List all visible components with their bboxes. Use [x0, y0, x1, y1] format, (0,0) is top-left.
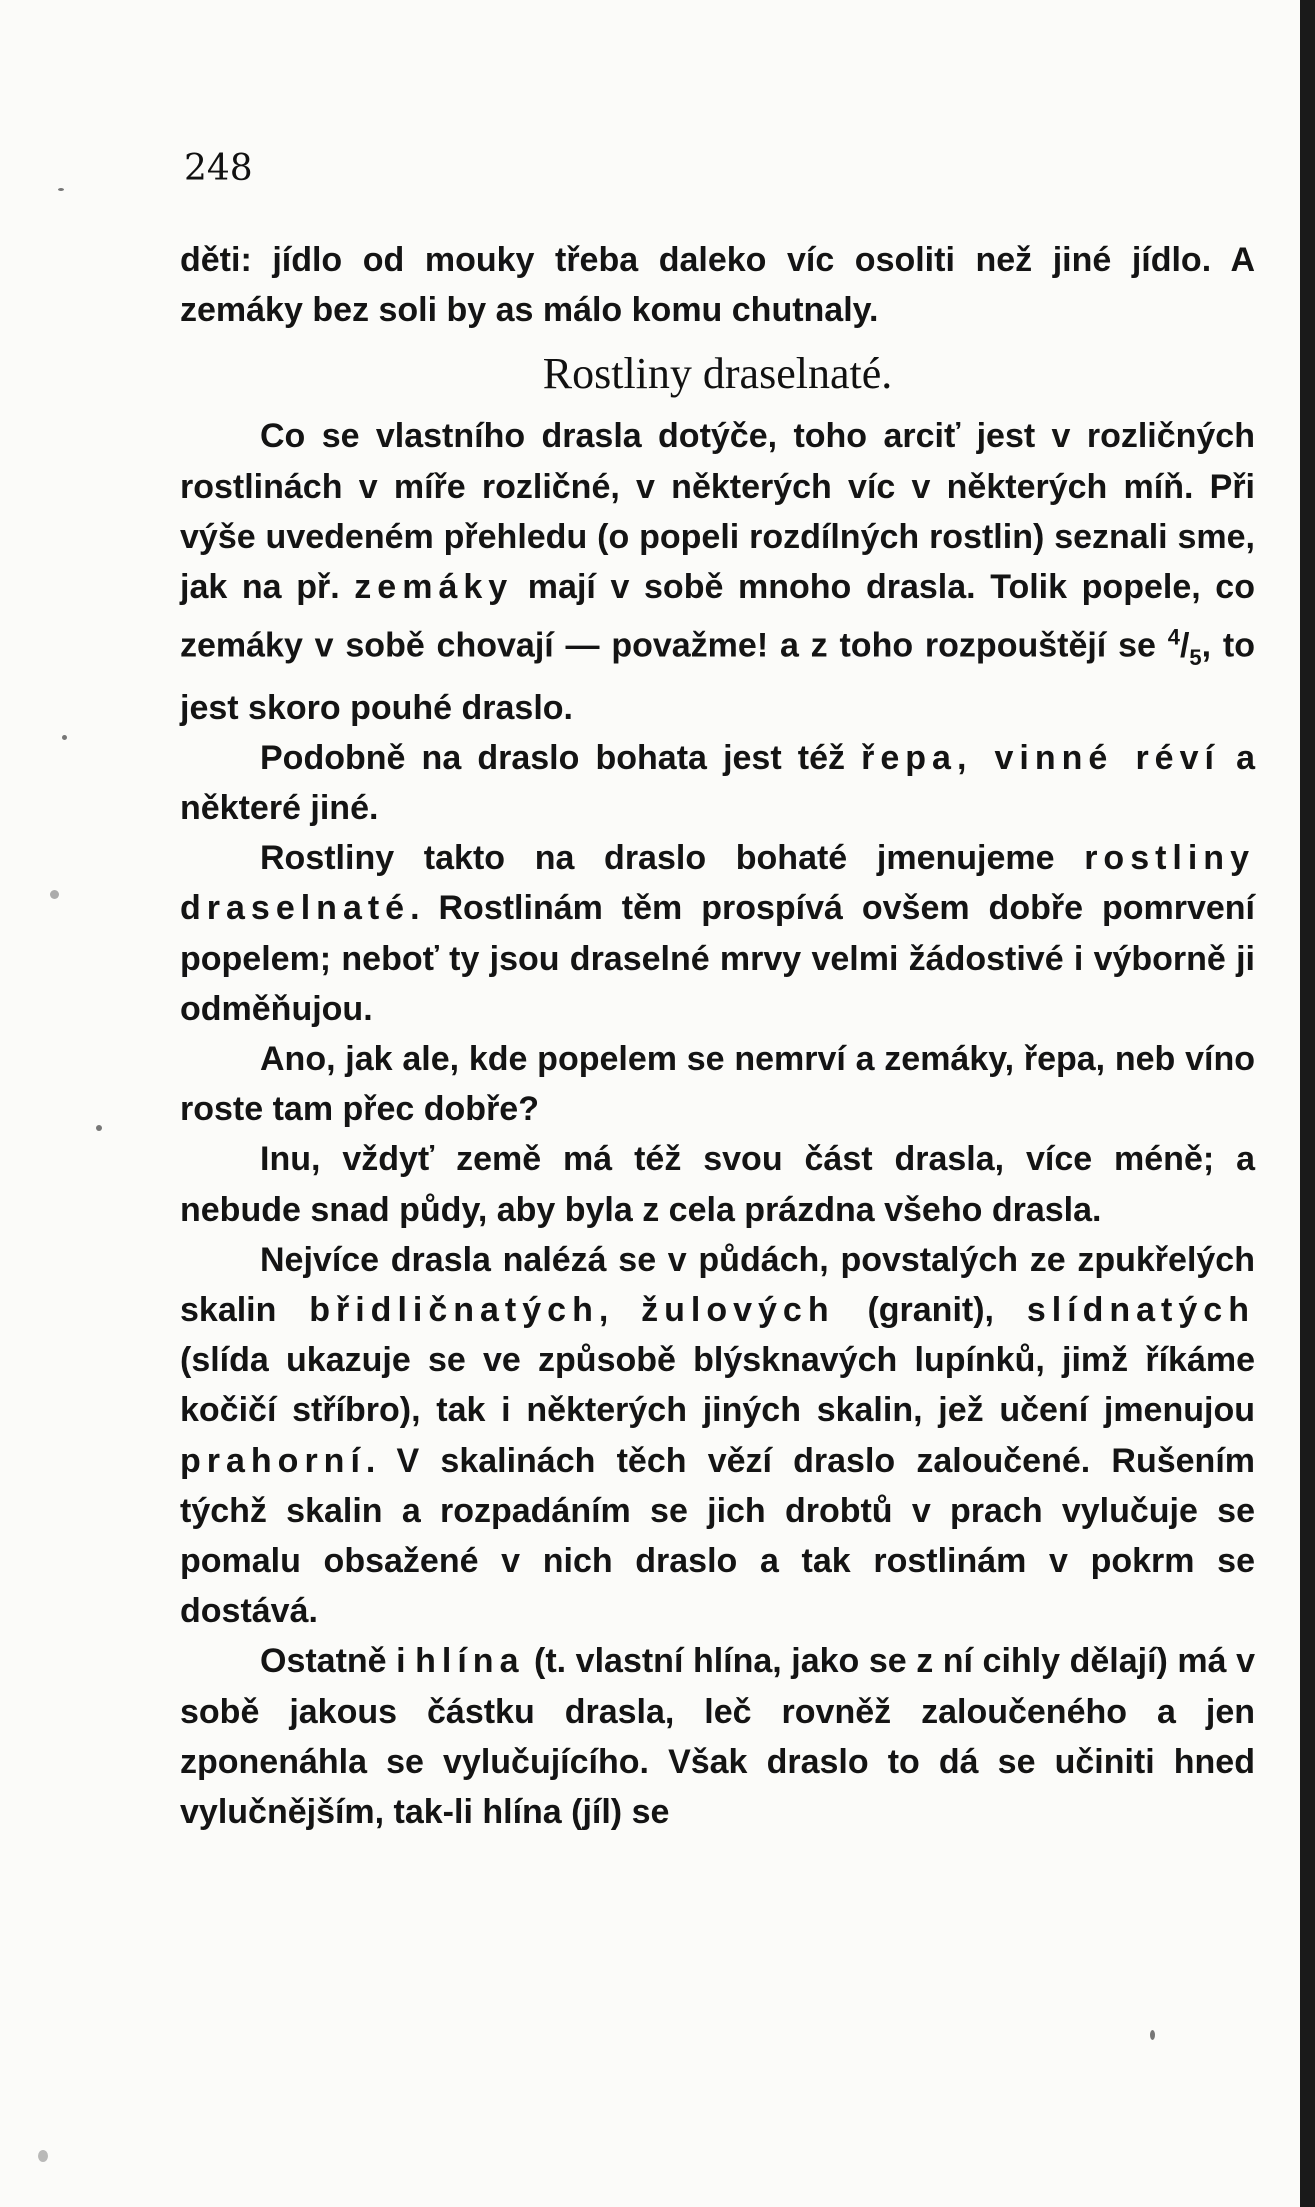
fraction: $^4/_5$ [1167, 624, 1202, 670]
text-run: Podobně na draslo bohata jest též [260, 738, 862, 777]
scan-speck [38, 2150, 48, 2162]
page-number: 248 [184, 148, 253, 189]
spaced-term: břidličnatých [309, 1290, 599, 1329]
spaced-term: zemáky [354, 568, 514, 607]
paragraph [180, 411, 1255, 732]
paragraph-continuation [180, 235, 1255, 335]
paragraph [180, 733, 1255, 833]
paragraph [180, 1034, 1255, 1134]
scan-speck [58, 188, 64, 191]
binding-edge [1300, 0, 1315, 2207]
text-run: . V skalinách těch vězí draslo zaloučené. Rušením týchž skalin a rozpadáním se jich drobtů v prach vylučuje se pomalu obsažené v nich draslo a tak rostlinám v pokrm se dostává. [180, 1441, 1255, 1631]
fraction-numerator: 4 [1167, 624, 1180, 650]
text-run: , [598, 1290, 642, 1329]
spaced-term: žulových [641, 1290, 835, 1329]
paragraph [180, 833, 1255, 1034]
scan-speck [96, 1125, 102, 1131]
text-run: Co se vlastního drasla dotýče, toho arciť jest v rozličných rostlinách v míře rozličné, v některých víc v některých míň. Při výše uvedeném přehledu (o popeli rozdílných rostlin) seznali sme, jak na př. [180, 417, 1255, 607]
text-run: , to jest skoro pouhé draslo. [180, 626, 1256, 727]
text-run: mají v sobě mnoho drasla. Tolik popele, co zemáky v sobě chovají — považme! a z toho rozpouštějí se [180, 568, 1255, 665]
text-run: a některé jiné. [180, 738, 1255, 827]
paragraph [180, 1636, 1255, 1837]
spaced-term: hlína [415, 1642, 525, 1681]
scan-speck [50, 890, 59, 899]
text-run: děti: jídlo od mouky třeba daleko víc osoliti než jiné jídlo. A zemáky bez soli by as málo komu chutnaly. [180, 241, 1255, 330]
text-run: Rostliny takto na draslo bohaté jmenujeme [260, 839, 1085, 878]
spaced-term: řepa, vinné réví [861, 738, 1220, 777]
section-heading: Rostliny draselnaté. [542, 349, 893, 399]
paragraph [180, 1235, 1255, 1637]
text-run: Ostatně i [260, 1642, 416, 1681]
scan-speck [62, 735, 67, 740]
fraction-denominator: 5 [1189, 644, 1202, 670]
text-run: . Rostlinám těm prospívá ovšem dobře pomrvení popelem; neboť ty jsou draselné mrvy velmi žádostivé i výborně ji odměňujou. [180, 889, 1255, 1028]
text-run: Inu, vždyť země má též svou část drasla, více méně; a nebude snad půdy, aby byla z cela prázdna všeho drasla. [180, 1140, 1255, 1229]
paragraph [180, 1134, 1255, 1234]
text-run: (t. vlastní hlína, jako se z ní cihly dělají) má v sobě jakous částku drasla, leč rovněž zaloučeného a jen zponenáhla se vylučujícího. Však draslo to dá se učiniti hned vylučnějším, tak-li hlína (jíl) se [180, 1642, 1255, 1832]
body-text [180, 235, 1255, 1837]
spaced-term: prahorní [180, 1441, 366, 1480]
text-run: (slída ukazuje se ve způsobě blýsknavých lupínků, jimž říkáme kočičí stříbro), tak i některých jiných skalin, jež učení jmenujou [180, 1341, 1255, 1430]
scan-speck [1150, 2030, 1155, 2040]
text-run: Nejvíce drasla nalézá se v půdách, povstalých ze zpukřelých skalin [180, 1240, 1255, 1329]
spaced-term: rostliny draselnaté [180, 839, 1255, 928]
text-run: (granit), [834, 1290, 1027, 1329]
text-run: Ano, jak ale, kde popelem se nemrví a zemáky, řepa, neb víno roste tam přec dobře? [180, 1039, 1255, 1129]
spaced-term: slídnatých [1026, 1290, 1255, 1329]
